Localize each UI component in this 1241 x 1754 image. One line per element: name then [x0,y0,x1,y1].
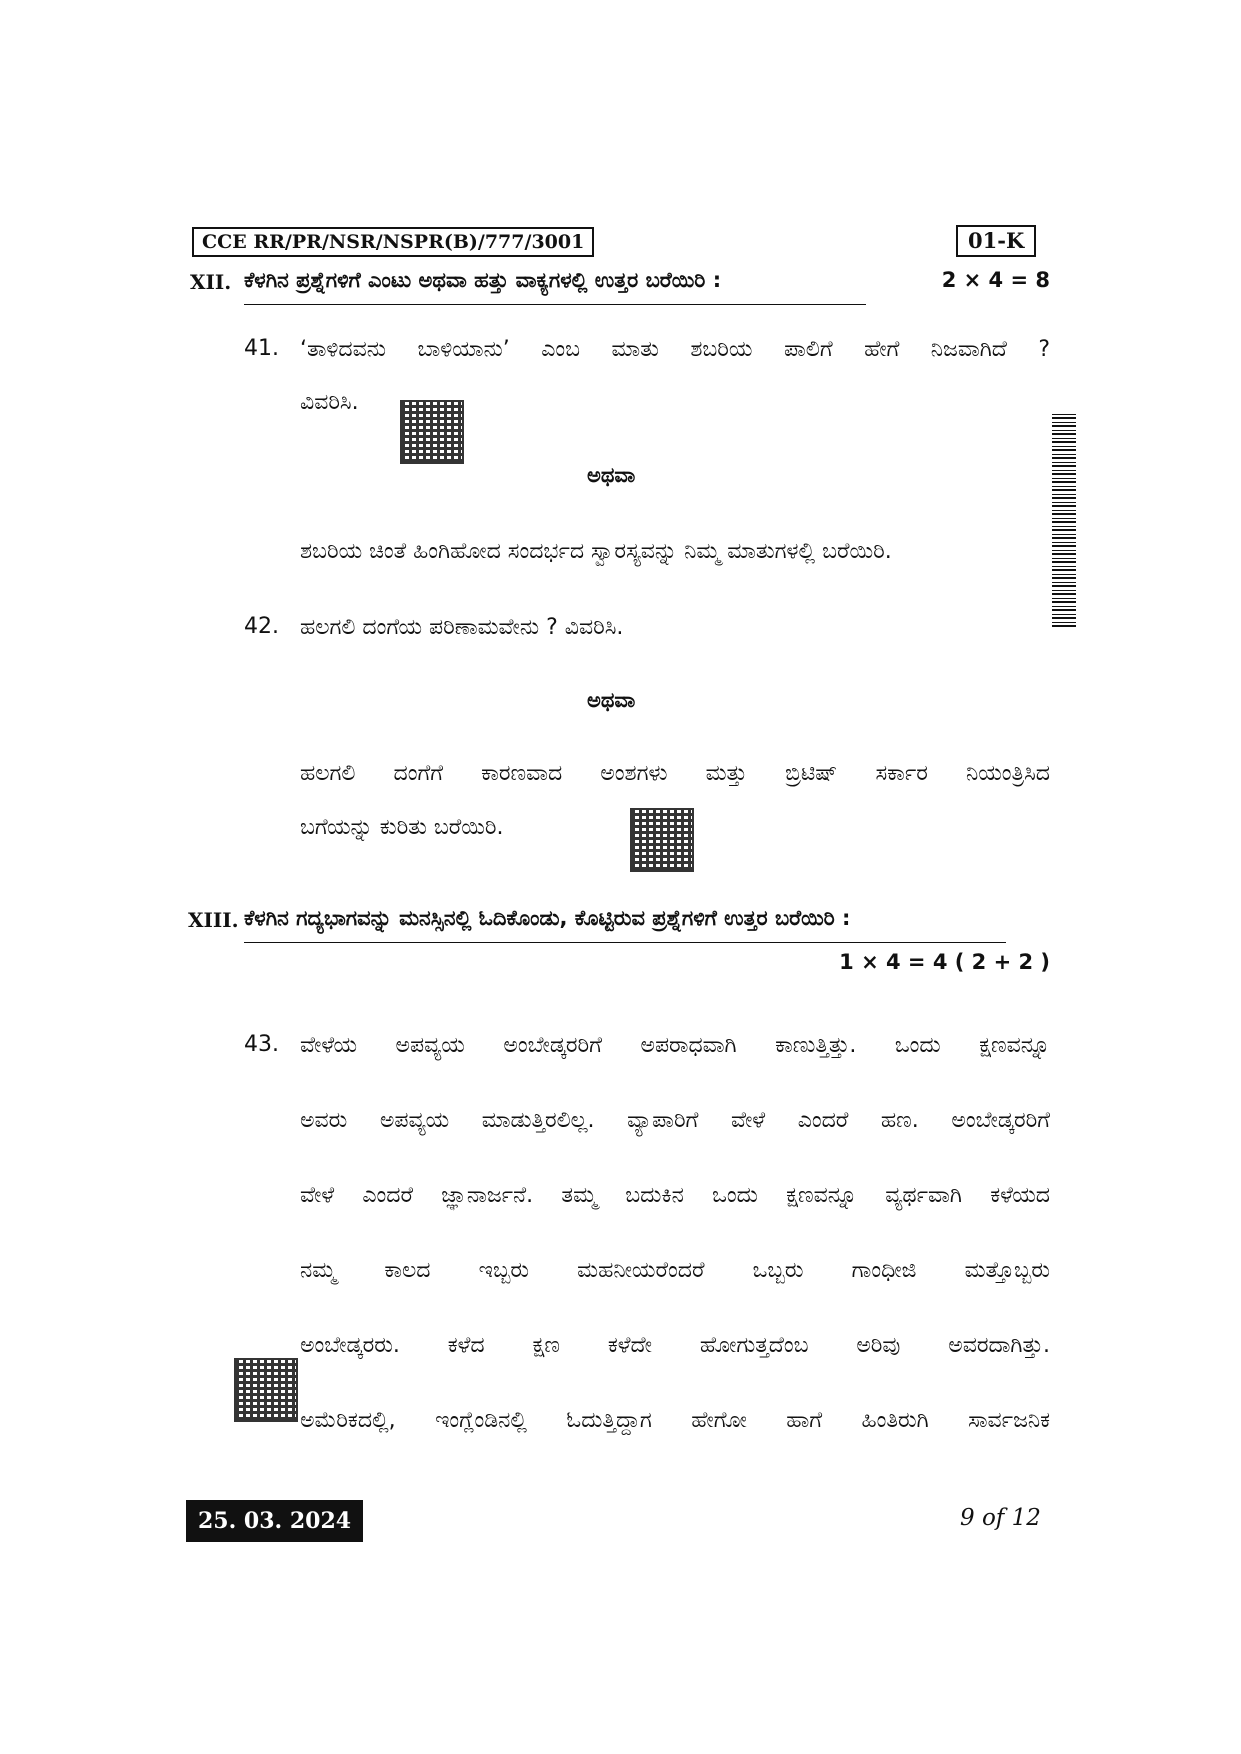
section-12-number: XII. [190,270,232,294]
passage-line: ವೇಳೆಯ ಅಪವ್ಯಯ ಅಂಬೇಡ್ಕರರಿಗೆ ಅಪರಾಧವಾಗಿ ಕಾಣುತ್ತಿತ್ತು. ಒಂದು ಕ್ಷಣವನ್ನೂ [300,1033,1050,1058]
set-code: 01-K [956,225,1036,257]
section-12-title: ಕೆಳಗಿನ ಪ್ರಶ್ನೆಗಳಿಗೆ ಎಂಟು ಅಥವಾ ಹತ್ತು ವಾಕ್ಯಗಳಲ್ಲಿ ಉತ್ತರ ಬರೆಯಿರಿ : [244,268,722,292]
question-42-line-1: ಹಲಗಲಿ ದಂಗೆಯ ಪರಿಣಾಮವೇನು ? ವಿವರಿಸಿ. [300,615,624,640]
question-42-or: ಅಥವಾ [587,688,636,712]
section-12-marks: 2 × 4 = 8 [941,268,1050,292]
exam-date: 25. 03. 2024 [186,1500,363,1542]
qr-code-icon [630,808,694,872]
question-42-alternative-line-1: ಹಲಗಲಿ ದಂಗೆಗೆ ಕಾರಣವಾದ ಅಂಶಗಳು ಮತ್ತು ಬ್ರಿಟಿಷ್ ಸರ್ಕಾರ ನಿಯಂತ್ರಿಸಿದ [300,761,1050,786]
section-13-number: XIII. [188,908,239,932]
passage-line: ಅಮೆರಿಕದಲ್ಲಿ, ಇಂಗ್ಲೆಂಡಿನಲ್ಲಿ ಓದುತ್ತಿದ್ದಾಗ ಹೇಗೋ ಹಾಗೆ ಹಿಂತಿರುಗಿ ಸಾರ್ವಜನಿಕ [300,1408,1050,1433]
question-42-number: 42. [244,614,279,639]
passage-line: ಅವರು ಅಪವ್ಯಯ ಮಾಡುತ್ತಿರಲಿಲ್ಲ. ವ್ಯಾಪಾರಿಗೆ ವೇಳೆ ಎಂದರೆ ಹಣ. ಅಂಬೇಡ್ಕರರಿಗೆ [300,1108,1050,1133]
passage-line: ನಮ್ಮ ಕಾಲದ ಇಬ್ಬರು ಮಹನೀಯರೆಂದರೆ ಒಬ್ಬರು ಗಾಂಧೀಜಿ ಮತ್ತೊಬ್ಬರು [300,1258,1050,1283]
qr-code-icon [400,400,464,464]
section-13-underline [244,942,1006,943]
question-41-number: 41. [244,336,279,361]
section-13-title: ಕೆಳಗಿನ ಗದ್ಯಭಾಗವನ್ನು ಮನಸ್ಸಿನಲ್ಲಿ ಓದಿಕೊಂಡು, ಕೊಟ್ಟಿರುವ ಪ್ರಶ್ನೆಗಳಿಗೆ ಉತ್ತರ ಬರೆಯಿರಿ : [244,906,851,930]
question-42-alternative-line-2: ಬಗೆಯನ್ನು ಕುರಿತು ಬರೆಯಿರಿ. [300,815,504,840]
question-41-or: ಅಥವಾ [587,463,636,487]
question-41-line-2: ವಿವರಿಸಿ. [300,390,359,415]
passage-line: ವೇಳೆ ಎಂದರೆ ಜ್ಞಾನಾರ್ಜನೆ. ತಮ್ಮ ಬದುಕಿನ ಒಂದು ಕ್ಷಣವನ್ನೂ ವ್ಯರ್ಥವಾಗಿ ಕಳೆಯದ [300,1183,1050,1208]
paper-code: CCE RR/PR/NSR/NSPR(B)/777/3001 [192,227,594,257]
page-number: 9 of 12 [960,1505,1041,1531]
barcode-icon [1052,412,1076,627]
qr-code-icon [234,1358,298,1422]
question-43-number: 43. [244,1032,279,1057]
passage-line: ಅಂಬೇಡ್ಕರರು. ಕಳೆದ ಕ್ಷಣ ಕಳೆದೇ ಹೋಗುತ್ತದೆಂಬ ಅರಿವು ಅವರದಾಗಿತ್ತು. [300,1333,1050,1358]
question-41-line-1: ‘ತಾಳಿದವನು ಬಾಳಿಯಾನು’ ಎಂಬ ಮಾತು ಶಬರಿಯ ಪಾಲಿಗೆ ಹೇಗೆ ನಿಜವಾಗಿದೆ ? [300,337,1050,362]
question-41-alternative: ಶಬರಿಯ ಚಿಂತೆ ಹಿಂಗಿಹೋದ ಸಂದರ್ಭದ ಸ್ವಾರಸ್ಯವನ್ನು ನಿಮ್ಮ ಮಾತುಗಳಲ್ಲಿ ಬರೆಯಿರಿ. [300,539,892,564]
section-12-underline [244,304,866,305]
section-13-marks: 1 × 4 = 4 ( 2 + 2 ) [839,950,1050,974]
